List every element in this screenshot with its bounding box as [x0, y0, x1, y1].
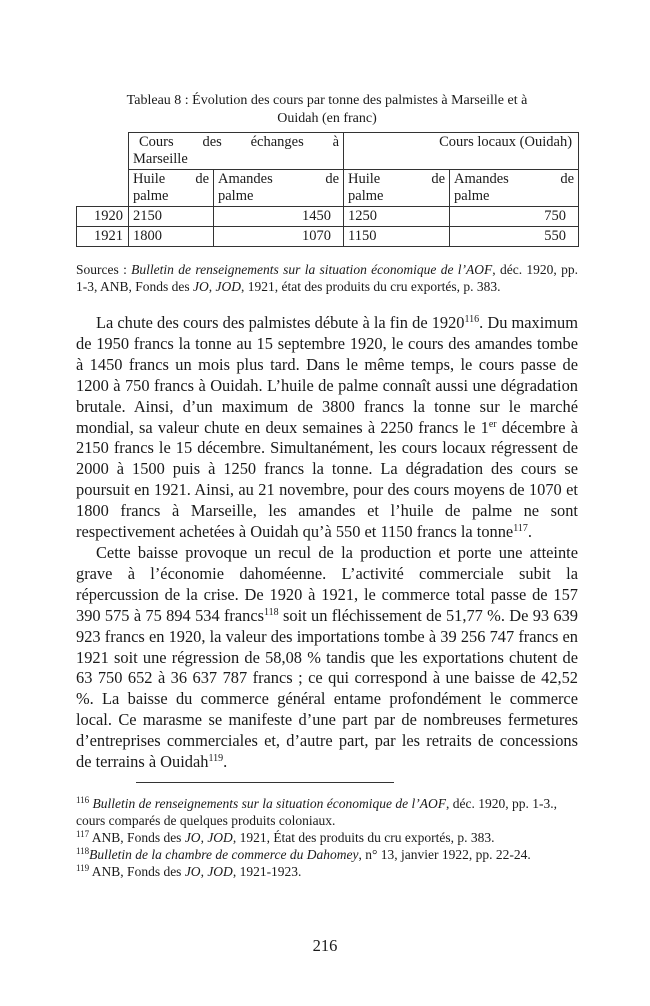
- row-year: 1921: [77, 227, 129, 247]
- table-subheader-row: [77, 170, 579, 207]
- table-sources: [76, 261, 578, 295]
- table-row: [77, 207, 579, 227]
- subheader-mars-huile: [129, 170, 214, 207]
- subheader-word: palme: [348, 188, 384, 204]
- header-marseille-line2: Marseille: [133, 151, 188, 167]
- subheader-word: Amandes: [454, 171, 509, 187]
- header-word: échanges: [250, 134, 304, 150]
- footnote-title: Bulletin de renseignements sur la situation économique de l’AOF: [92, 795, 446, 811]
- subheader-word: Amandes: [218, 171, 273, 187]
- footnote-number: 118: [76, 845, 90, 856]
- body-text: [76, 313, 578, 773]
- paragraph-text: . Du maximum de 1950 francs la tonne au 15 septembre 1920, le cours des amandes tombe à 1450 francs un mois plus tard. Dans le même temps, le cours passe de 1200 à 750 francs à Ouidah. L’huile de palme connaît aussi une dégradation brutale. Ainsi, d’un maximum de 3800 francs la tonne sur le marché mondial, sa valeur chute en deux semaines à 2250 francs le 1: [76, 313, 578, 437]
- subheader-word: Huile: [133, 171, 166, 187]
- cell-loc-amandes: 550: [450, 227, 579, 247]
- subheader-word: de: [195, 171, 209, 187]
- footnote-jo: JO: [184, 863, 201, 879]
- sources-title: Bulletin de renseignements sur la situation économique de l’AOF: [131, 262, 493, 277]
- footnote-text: ANB, Fonds des: [89, 829, 185, 845]
- footnote-sep: ,: [200, 829, 208, 845]
- table-caption-line2: Ouidah (en franc): [277, 111, 377, 126]
- footnote-number: 119: [76, 862, 90, 873]
- paragraph: [76, 543, 578, 773]
- footnote-text: , n° 13, janvier 1922, pp. 22-24.: [358, 846, 531, 862]
- header-word: à: [332, 134, 340, 150]
- footnote: [76, 863, 578, 880]
- footnotes: [76, 795, 578, 880]
- footnote-number: 117: [76, 828, 90, 839]
- table-header-row: [77, 133, 579, 170]
- sources-text: , déc. 1920, pp. 1-3, ANB, Fonds des: [76, 262, 579, 294]
- footnote-title: Bulletin de la chambre de commerce du Dahomey: [89, 846, 359, 862]
- footnote-ref: 119: [208, 753, 224, 765]
- sources-text: , 1921, état des produits du cru exportés, p. 383.: [241, 279, 501, 294]
- footnote-ref: 118: [264, 606, 279, 618]
- footnote-text: , 1921, État des produits du cru exportés, p. 383.: [232, 829, 495, 845]
- subheader-word: de: [325, 171, 340, 187]
- row-year: 1920: [77, 207, 129, 227]
- footnote-text: , 1921-1923.: [232, 863, 302, 879]
- subheader-word: de: [431, 171, 446, 187]
- cell-mars-huile: 1800: [129, 227, 214, 247]
- subheader-word: palme: [454, 188, 490, 204]
- footnote-text: , déc. 1920, pp. 1-3., cours comparés de quelques produits coloniaux.: [76, 795, 557, 828]
- table-corner: [77, 170, 129, 207]
- subheader-mars-amandes: [214, 170, 344, 207]
- footnote-ref: 117: [513, 523, 528, 535]
- sources-jod: JOD: [215, 279, 242, 294]
- ordinal-suffix: er: [488, 418, 497, 430]
- paragraph-text: Cette baisse provoque un recul de la production et porte une atteinte grave à l’économie dahoméenne. L’activité commerciale subit la répercussion de la crise. De 1920 à 1921, le commerce total passe de 157 390 575 à 75 894 534 francs: [76, 542, 578, 625]
- table-corner: [77, 133, 129, 170]
- cell-loc-huile: 1150: [344, 227, 450, 247]
- table-row: [77, 227, 579, 247]
- footnote-number: 116: [76, 794, 90, 805]
- table-caption-line1: Tableau 8 : Évolution des cours par tonne des palmistes à Marseille et à: [126, 93, 528, 108]
- footnote: [76, 795, 578, 829]
- footnote: [76, 846, 578, 863]
- subheader-word: palme: [218, 188, 254, 204]
- sources-jo: JO: [193, 279, 209, 294]
- price-table: [76, 132, 579, 247]
- sources-label: Sources :: [76, 262, 132, 277]
- header-word: Cours: [139, 134, 174, 150]
- subheader-word: Huile: [348, 171, 381, 187]
- page-content: [76, 92, 578, 880]
- cell-mars-amandes: 1450: [214, 207, 344, 227]
- cell-mars-amandes: 1070: [214, 227, 344, 247]
- subheader-word: palme: [133, 188, 169, 204]
- paragraph-text: .: [527, 522, 532, 542]
- sources-sep: ,: [208, 279, 216, 294]
- header-local: Cours locaux (Ouidah): [344, 133, 579, 170]
- footnote-text: ANB, Fonds des: [89, 863, 185, 879]
- subheader-word: de: [560, 171, 575, 187]
- table-caption: [90, 92, 564, 128]
- paragraph-text: .: [223, 752, 228, 772]
- footnote-sep: ,: [200, 863, 208, 879]
- paragraph-text: soit un fléchissement de 51,77 %. De 93 639 923 francs en 1920, la valeur des importations tombe à 39 256 747 francs en 1921 soit une régression de 58,08 % tandis que les exportations chutent de 63 750 652 à 36 637 787 francs ; ce qui correspond à une baisse de 42,52 %. La baisse du commerce général entame profondément le commerce local. Ce marasme se manifeste d’une part par de nombreuses fermetures d’entreprises commerciales et, d’autre part, par les retraits de concessions de terrains à Ouidah: [76, 605, 579, 772]
- footnote: [76, 829, 578, 846]
- paragraph-text: La chute des cours des palmistes débute à la fin de 1920: [96, 313, 465, 332]
- page-number: 216: [312, 936, 338, 955]
- subheader-loc-amandes: [450, 170, 579, 207]
- cell-mars-huile: 2150: [129, 207, 214, 227]
- cell-loc-huile: 1250: [344, 207, 450, 227]
- footnote-divider: [136, 782, 394, 783]
- subheader-loc-huile: [344, 170, 450, 207]
- footnote-jo: JO: [184, 829, 201, 845]
- paragraph-text: décembre à 2150 francs le 15 décembre. Simultanément, les cours locaux régressent de 2000 à 1500 puis à 1250 francs la tonne. La dégradation des cours se poursuit en 1921. Ainsi, au 21 novembre, pour des cours moyens de 1070 et 1800 francs à Marseille, les amandes et l’huile de palme ne sont respectivement achetées à Ouidah qu’à 550 et 1150 francs la tonne: [76, 417, 578, 542]
- cell-loc-amandes: 750: [450, 207, 579, 227]
- footnote-jod: JOD: [207, 829, 233, 845]
- header-marseille: [129, 133, 344, 170]
- paragraph: [76, 313, 578, 543]
- footnote-ref: 116: [464, 314, 480, 325]
- header-word: des: [202, 134, 222, 150]
- footnote-jod: JOD: [207, 863, 233, 879]
